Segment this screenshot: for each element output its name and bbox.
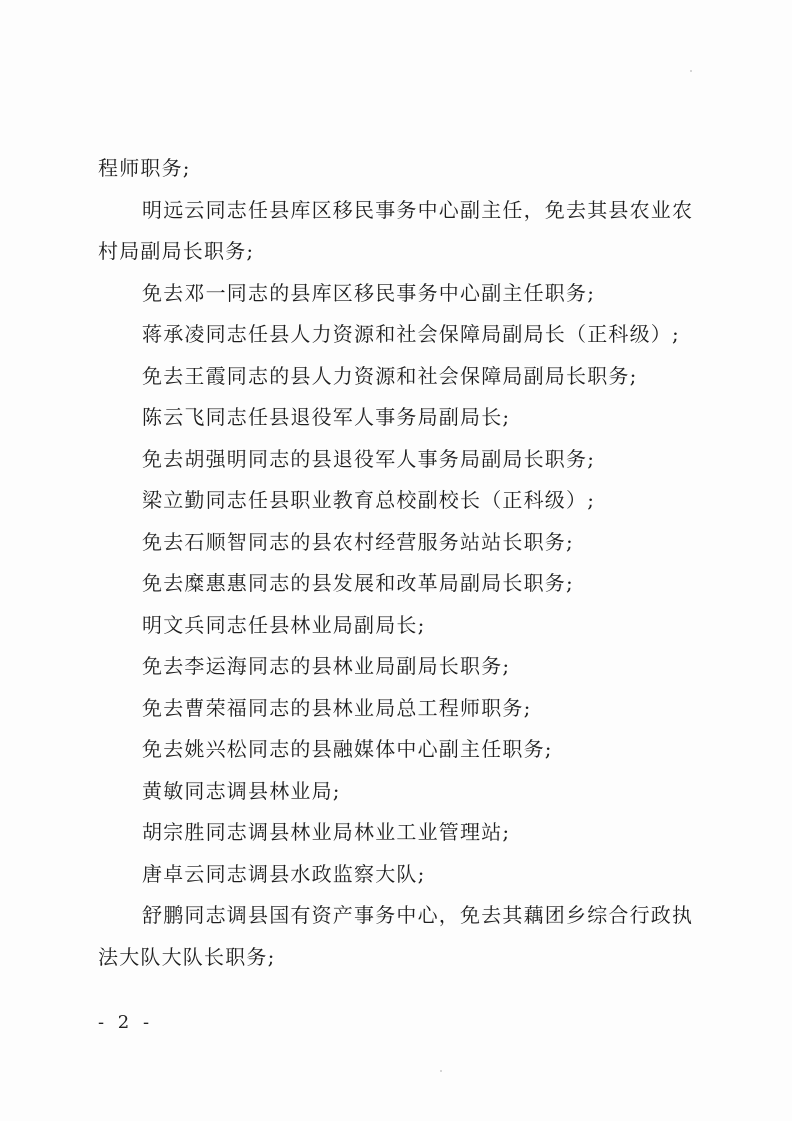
paragraph-12: 免去李运海同志的县林业局副局长职务; (142, 654, 511, 678)
page-number: - 2 - (98, 1012, 154, 1033)
paragraph-7: 免去胡强明同志的县退役军人事务局副局长职务; (142, 446, 596, 471)
paragraph-2-line-2: 村局副局长职务; (98, 239, 255, 263)
paragraph-1: 程师职务; (98, 156, 191, 180)
paragraph-8: 梁立勤同志任县职业教育总校副校长（正科级）; (142, 488, 596, 512)
paragraph-5: 免去王霞同志的县人力资源和社会保障局副局长职务; (142, 363, 638, 388)
paragraph-10: 免去糜惠惠同志的县发展和改革局副局长职务; (142, 571, 574, 595)
paragraph-6: 陈云飞同志任县退役军人事务局副局长; (142, 405, 511, 429)
document-body (98, 148, 718, 978)
paragraph-9: 免去石顺智同志的县农村经营服务站站长职务; (142, 529, 574, 554)
paragraph-3: 免去邓一同志的县库区移民事务中心副主任职务; (142, 280, 596, 305)
paragraph-14: 免去姚兴松同志的县融媒体中心副主任职务; (142, 737, 553, 761)
paragraph-4: 蒋承凌同志任县人力资源和社会保障局副局长（正科级）; (142, 322, 680, 346)
paragraph-13: 免去曹荣福同志的县林业局总工程师职务; (142, 695, 532, 720)
paragraph-18 (98, 895, 718, 978)
paragraph-18-line-2: 法大队大队长职务; (98, 944, 276, 969)
paragraph-16: 胡宗胜同志调县林业局林业工业管理站; (142, 820, 511, 844)
paragraph-2-line-1: 明远云同志任县库区移民事务中心副主任，免去其县农业农 (142, 197, 694, 222)
paragraph-2 (98, 190, 718, 273)
paragraph-18-line-1: 舒鹏同志调县国有资产事务中心，免去其藕团乡综合行政执 (142, 903, 694, 927)
scan-speck (690, 70, 692, 72)
scan-speck (440, 1070, 442, 1072)
paragraph-17: 唐卓云同志调县水政监察大队; (142, 861, 426, 886)
paragraph-11: 明文兵同志任县林业局副局长; (142, 612, 426, 637)
paragraph-15: 黄敏同志调县林业局; (142, 778, 341, 803)
